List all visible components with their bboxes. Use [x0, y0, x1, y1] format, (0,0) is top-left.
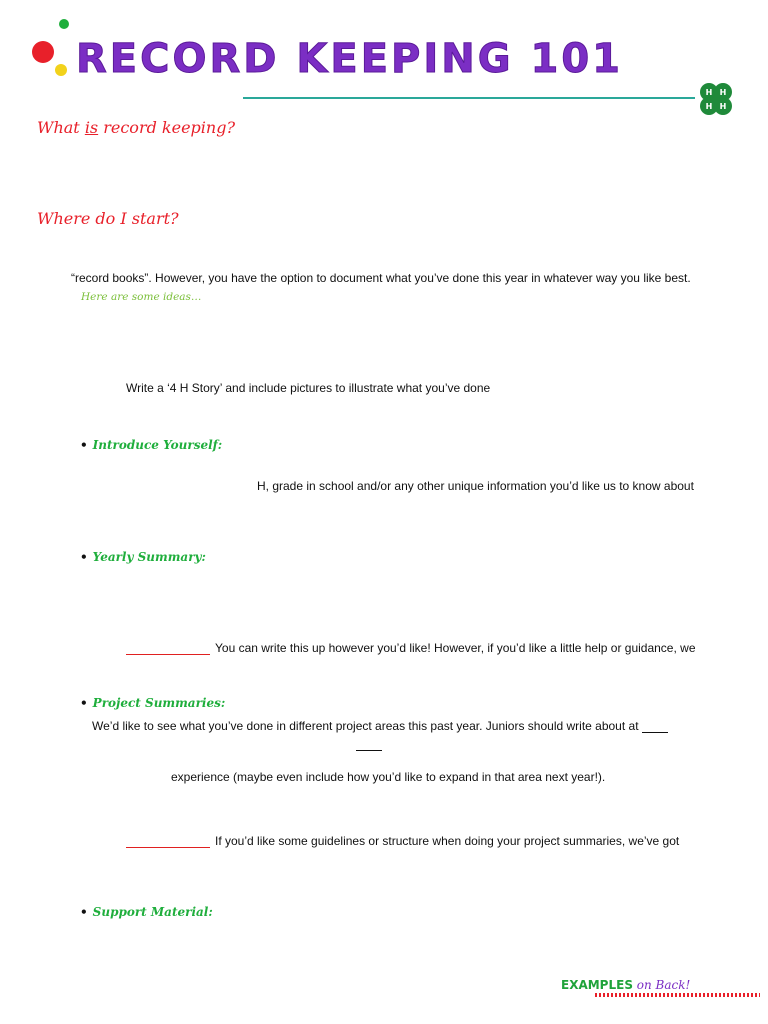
- bullet-dot: •: [80, 905, 88, 919]
- bullet-project: [80, 696, 225, 710]
- guidelines-text: If you’d like some guidelines or structure when doing your project summaries, we’ve got: [215, 834, 680, 848]
- heading-where-start: Where do I start?: [37, 209, 179, 228]
- project-body-line: [92, 719, 668, 733]
- clover-letter: H: [705, 102, 713, 111]
- guidelines-line: [126, 834, 679, 848]
- title-rule: [243, 97, 695, 99]
- bullet-introduce: [80, 438, 222, 452]
- four-h-story-line: Write a ‘4 H Story’ and include pictures to illustrate what you’ve done: [126, 381, 491, 395]
- experience-line: experience (maybe even include how you’d like to expand in that area next year!).: [171, 770, 606, 784]
- blank-line-2: [356, 750, 382, 751]
- examples-on-back: [561, 976, 690, 994]
- ideas-line: Here are some ideas…: [81, 291, 202, 303]
- red-blank-line: [126, 642, 210, 655]
- blank-line: [642, 720, 668, 733]
- four-h-clover-icon: [694, 78, 738, 122]
- on-back-label: on Back!: [632, 978, 691, 992]
- bullet-dot: •: [80, 550, 88, 564]
- heading-what-pre: What: [37, 118, 85, 137]
- page-title: RECORD KEEPING 101: [76, 36, 623, 82]
- clover-letter: H: [719, 88, 727, 97]
- examples-label: EXAMPLES: [561, 978, 633, 992]
- support-label: Support Material:: [92, 905, 213, 919]
- project-label: Project Summaries:: [92, 696, 226, 710]
- yearly-label: Yearly Summary:: [92, 550, 206, 564]
- red-blank-line: [126, 835, 210, 848]
- clover-letter: H: [705, 88, 713, 97]
- heading-what-post: record keeping?: [98, 118, 236, 137]
- bullet-support: [80, 905, 213, 919]
- yellow-dot-icon: [54, 63, 68, 77]
- bullet-yearly: [80, 550, 206, 564]
- heading-what-is: [37, 118, 235, 137]
- grade-line: H, grade in school and/or any other unique information you’d like us to know about: [257, 479, 694, 493]
- dotted-divider: [595, 993, 760, 997]
- yearly-body-line: [126, 641, 696, 655]
- yearly-body-text: You can write this up however you’d like! However, if you’d like a little help or guidance, we: [215, 641, 696, 655]
- project-body-text: We’d like to see what you’ve done in different project areas this past year. Juniors should write about at: [92, 719, 639, 733]
- heading-what-is-underlined: is: [84, 118, 99, 137]
- record-books-line: “record books”. However, you have the option to document what you’ve done this year in whatever way you like best.: [71, 271, 691, 285]
- introduce-label: Introduce Yourself:: [92, 438, 223, 452]
- bullet-dot: •: [80, 438, 88, 452]
- green-dot-icon: [58, 18, 70, 30]
- clover-letter: H: [719, 102, 727, 111]
- bullet-dot: •: [80, 696, 88, 710]
